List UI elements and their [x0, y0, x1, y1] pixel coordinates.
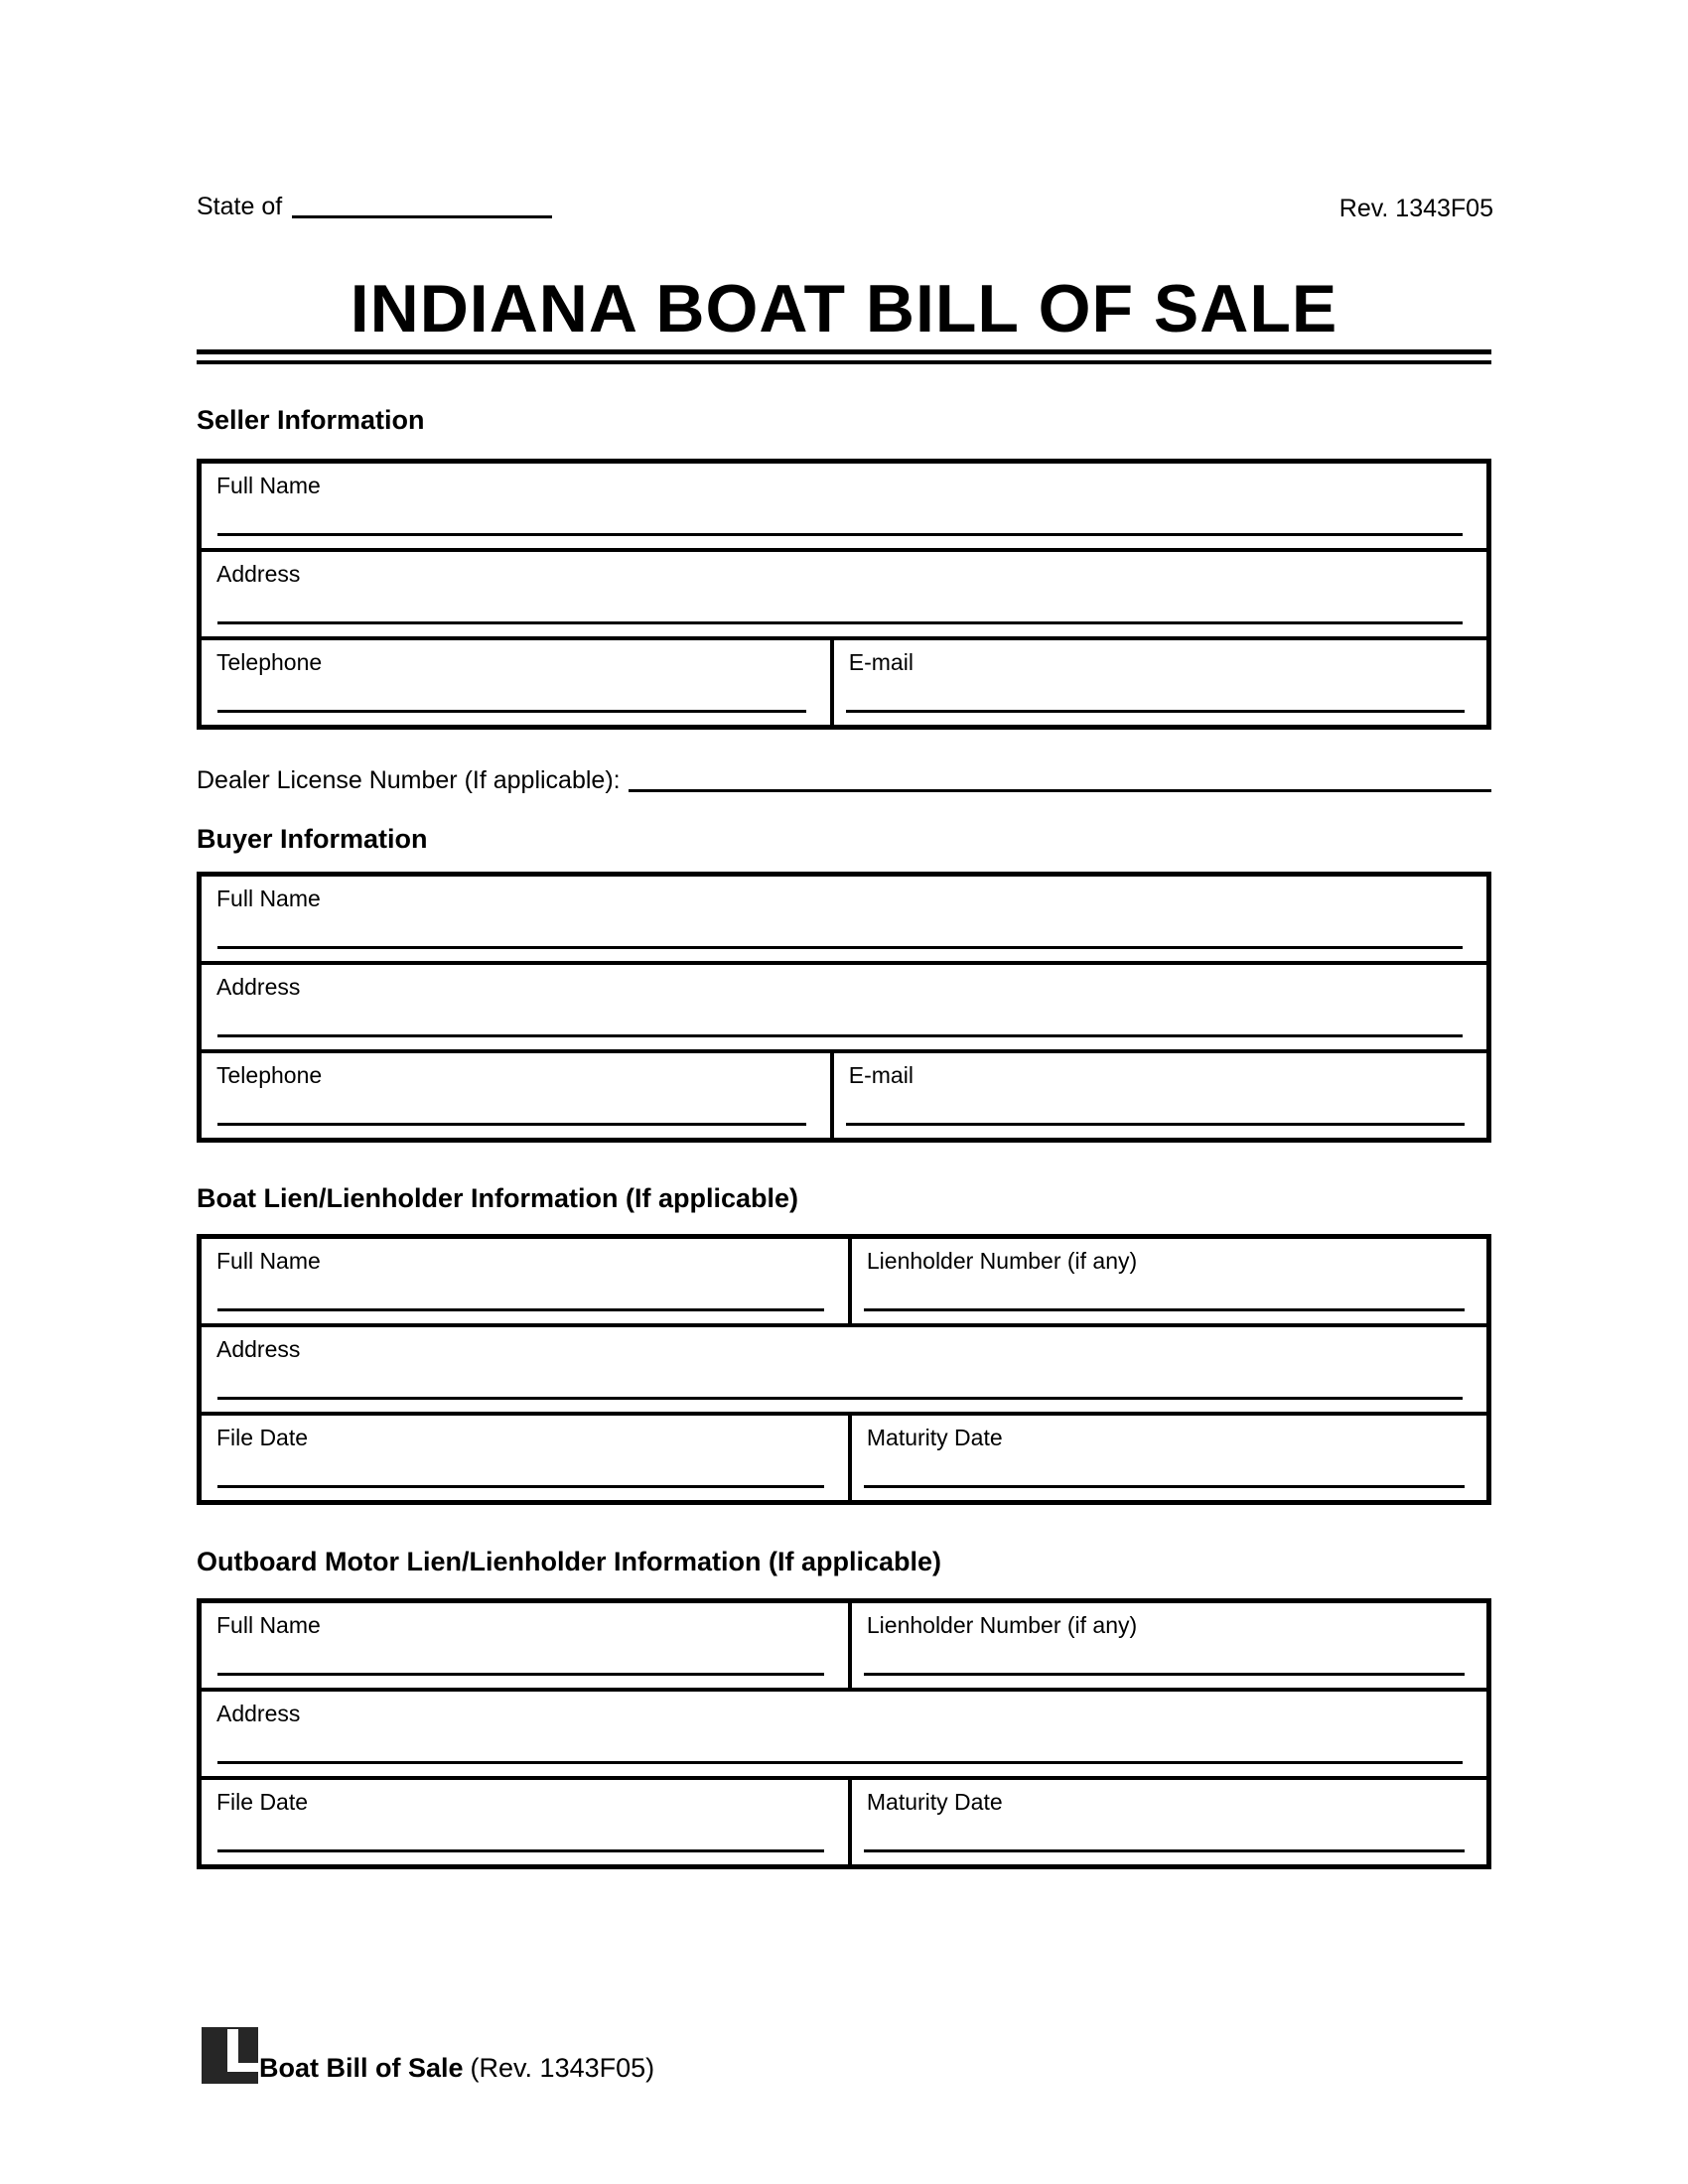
outboard-lien-dates-row — [202, 1776, 1486, 1864]
seller-email-cell — [830, 640, 1486, 725]
boat-lien-maturity-date-cell — [848, 1416, 1486, 1500]
outboard-lien-file-date-input-line[interactable] — [217, 1849, 824, 1852]
seller-info-box — [197, 459, 1491, 730]
boat-lien-section-heading: Boat Lien/Lienholder Information (If applicable) — [197, 1183, 799, 1213]
seller-address-row — [202, 548, 1486, 636]
boat-lien-name-row — [202, 1239, 1486, 1323]
buyer-telephone-cell — [202, 1053, 830, 1138]
seller-telephone-label: Telephone — [216, 649, 323, 675]
state-of-input-line[interactable] — [292, 215, 552, 218]
boat-lien-full-name-label: Full Name — [216, 1248, 321, 1274]
seller-full-name-input-line[interactable] — [217, 533, 1463, 536]
page-title: INDIANA BOAT BILL OF SALE — [350, 271, 1338, 346]
outboard-lien-file-date-cell — [202, 1780, 848, 1864]
buyer-telephone-input-line[interactable] — [217, 1123, 806, 1126]
seller-telephone-cell — [202, 640, 830, 725]
buyer-contact-row — [202, 1049, 1486, 1138]
buyer-full-name-cell — [202, 877, 1486, 961]
boat-lien-full-name-cell — [202, 1239, 848, 1323]
logo-letter-l-horizontal — [227, 2063, 258, 2072]
outboard-lien-name-row — [202, 1603, 1486, 1688]
buyer-address-row — [202, 961, 1486, 1049]
outboard-lien-address-input-line[interactable] — [217, 1761, 1463, 1764]
outboard-lien-address-row — [202, 1688, 1486, 1776]
buyer-email-input-line[interactable] — [846, 1123, 1465, 1126]
buyer-address-label: Address — [216, 974, 301, 1000]
seller-address-input-line[interactable] — [217, 621, 1463, 624]
outboard-lien-section-heading: Outboard Motor Lien/Lienholder Information (If applicable) — [197, 1547, 941, 1576]
footer-doc-title: Boat Bill of Sale — [259, 2053, 464, 2083]
title-double-rule — [197, 349, 1491, 364]
seller-email-label: E-mail — [848, 649, 914, 675]
boat-lien-address-row — [202, 1323, 1486, 1412]
outboard-lien-maturity-date-label: Maturity Date — [866, 1789, 1003, 1815]
boat-lien-number-label: Lienholder Number (if any) — [866, 1248, 1138, 1274]
outboard-lien-full-name-input-line[interactable] — [217, 1673, 824, 1676]
boat-lien-number-cell — [848, 1239, 1486, 1323]
buyer-telephone-label: Telephone — [216, 1062, 323, 1088]
outboard-lien-address-cell — [202, 1692, 1486, 1776]
dealer-license-input-line[interactable] — [629, 789, 1491, 792]
boat-lien-file-date-label: File Date — [216, 1425, 309, 1450]
footer-text — [259, 2055, 654, 2084]
boat-lien-address-cell — [202, 1327, 1486, 1412]
boat-lien-address-input-line[interactable] — [217, 1397, 1463, 1400]
outboard-lien-file-date-label: File Date — [216, 1789, 309, 1815]
boat-lien-info-box — [197, 1234, 1491, 1505]
seller-address-label: Address — [216, 561, 301, 587]
state-of-line — [197, 193, 552, 221]
seller-telephone-input-line[interactable] — [217, 710, 806, 713]
buyer-full-name-label: Full Name — [216, 886, 321, 911]
buyer-info-box — [197, 872, 1491, 1143]
seller-section-heading: Seller Information — [197, 405, 425, 435]
state-of-label: State of — [197, 193, 283, 220]
outboard-lien-full-name-label: Full Name — [216, 1612, 321, 1638]
boat-lien-file-date-cell — [202, 1416, 848, 1500]
outboard-lien-number-input-line[interactable] — [864, 1673, 1465, 1676]
footer — [202, 2027, 654, 2084]
footer-rev-label: (Rev. 1343F05) — [470, 2053, 655, 2083]
buyer-full-name-input-line[interactable] — [217, 946, 1463, 949]
seller-email-input-line[interactable] — [846, 710, 1465, 713]
seller-full-name-row — [202, 464, 1486, 548]
boat-lien-number-input-line[interactable] — [864, 1308, 1465, 1311]
seller-contact-row — [202, 636, 1486, 725]
dealer-license-label: Dealer License Number (If applicable): — [197, 766, 621, 794]
boat-lien-address-label: Address — [216, 1336, 301, 1362]
outboard-lien-info-box — [197, 1598, 1491, 1869]
boat-lien-dates-row — [202, 1412, 1486, 1500]
dealer-license-line — [197, 766, 1491, 795]
buyer-email-cell — [830, 1053, 1486, 1138]
buyer-address-cell — [202, 965, 1486, 1049]
outboard-lien-address-label: Address — [216, 1701, 301, 1726]
outboard-lien-full-name-cell — [202, 1603, 848, 1688]
buyer-address-input-line[interactable] — [217, 1034, 1463, 1037]
seller-address-cell — [202, 552, 1486, 636]
outboard-lien-number-label: Lienholder Number (if any) — [866, 1612, 1138, 1638]
outboard-lien-maturity-date-input-line[interactable] — [864, 1849, 1465, 1852]
buyer-full-name-row — [202, 877, 1486, 961]
boat-lien-maturity-date-input-line[interactable] — [864, 1485, 1465, 1488]
outboard-lien-maturity-date-cell — [848, 1780, 1486, 1864]
revision-label: Rev. 1343F05 — [1338, 195, 1493, 222]
boat-lien-maturity-date-label: Maturity Date — [866, 1425, 1003, 1450]
boat-lien-file-date-input-line[interactable] — [217, 1485, 824, 1488]
seller-full-name-label: Full Name — [216, 473, 321, 498]
boat-lien-full-name-input-line[interactable] — [217, 1308, 824, 1311]
buyer-section-heading: Buyer Information — [197, 824, 428, 854]
outboard-lien-number-cell — [848, 1603, 1486, 1688]
legal-templates-logo-icon — [202, 2027, 258, 2084]
seller-full-name-cell — [202, 464, 1486, 548]
buyer-email-label: E-mail — [848, 1062, 914, 1088]
